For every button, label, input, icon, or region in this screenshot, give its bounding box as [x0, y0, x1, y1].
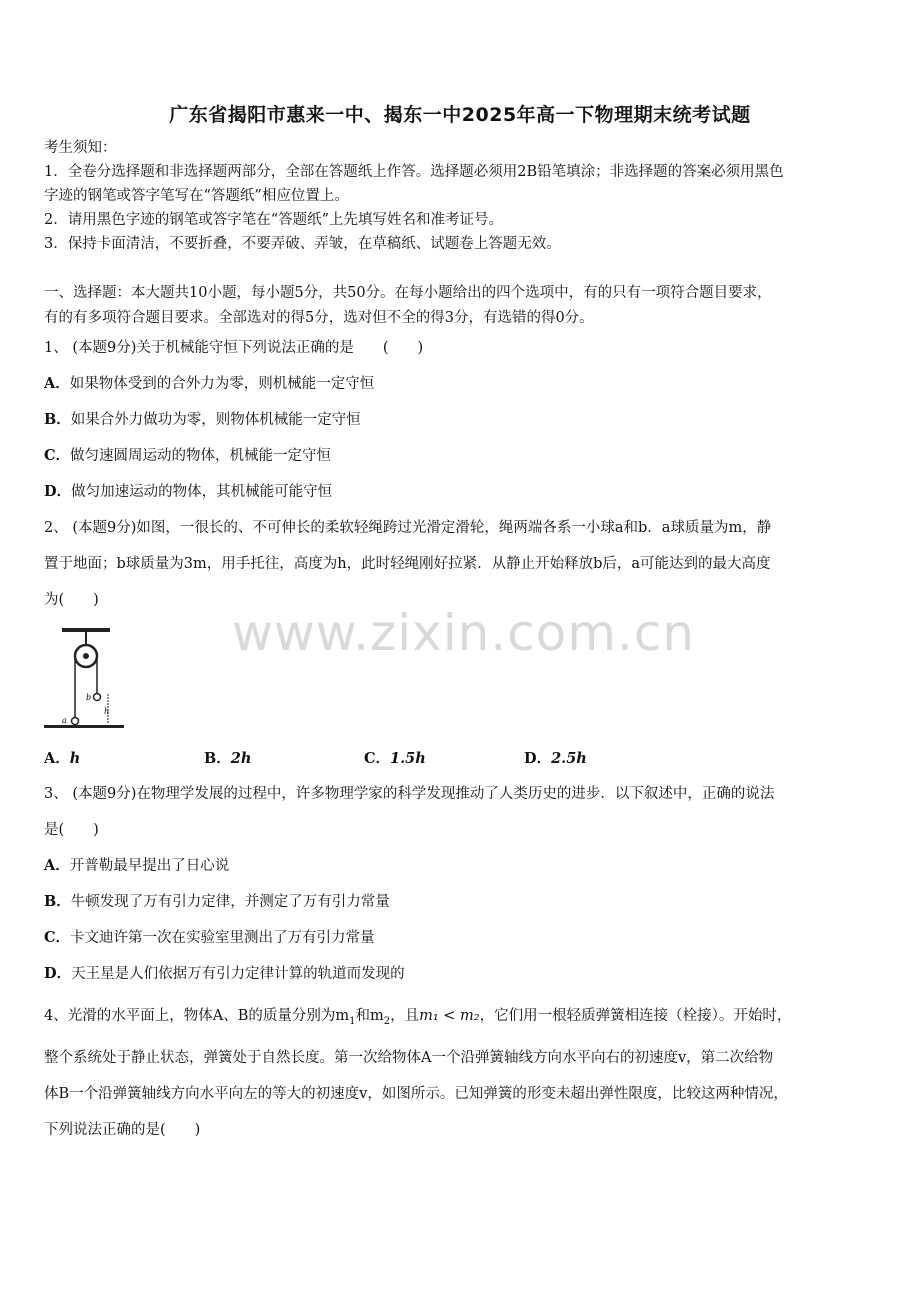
notice-item-3: 3．保持卡面清洁，不要折叠，不要弄破、弄皱，在草稿纸、试题卷上答题无效。	[44, 236, 561, 252]
watermark: www.zixin.com.cn	[232, 604, 696, 662]
option-label: B．	[44, 411, 71, 428]
q4-stem-line-2: 整个系统处于静止状态，弹簧处于自然长度。第一次给物体A一个沿弹簧轴线方向水平向右的初速度v，第二次给物	[44, 1050, 774, 1066]
option-text: 天王星是人们依据万有引力定律计算的轨道而发现的	[71, 966, 405, 982]
mass-inequality: m₁ < m₂	[419, 1008, 480, 1024]
ground	[44, 725, 124, 728]
q4-stem-line-1	[44, 1006, 884, 1032]
q4-text-c: ，且	[390, 1008, 420, 1024]
ceiling-bar	[62, 628, 110, 632]
q2-stem-line-2: 置于地面；b球质量为3m，用手托往，高度为h，此时轻绳刚好拉紧．从静止开始释放b后，a可能达到的最大高度	[44, 556, 771, 572]
option-label: D．	[524, 750, 552, 767]
q3-option-a	[44, 856, 884, 876]
option-label: B．	[204, 750, 231, 767]
section-header-line-2: 有的有多项符合题目要求。全部选对的得5分，选对但不全的得3分，有选错的得0分。	[44, 310, 594, 326]
q1-option-c	[44, 446, 884, 466]
ball-b	[94, 694, 101, 701]
subscript-1: 1	[349, 1015, 356, 1027]
option-label: B．	[44, 893, 71, 910]
q1-stem: 1、 (本题9分)关于机械能守恒下列说法正确的是 ( )	[44, 340, 424, 356]
q2-choice-d	[524, 747, 587, 768]
q3-option-d	[44, 964, 884, 984]
ball-a	[72, 718, 79, 725]
subscript-2: 2	[383, 1015, 391, 1027]
q3-option-b	[44, 892, 884, 912]
option-label: D．	[44, 483, 72, 500]
pulley-axle	[83, 653, 89, 659]
option-text: 卡文迪许第一次在实验室里测出了万有引力常量	[70, 930, 375, 946]
q3-stem-line-1: 3、 (本题9分)在物理学发展的过程中，许多物理学家的科学发现推动了人类历史的进步．以下叙述中，正确的说法	[44, 786, 775, 802]
q2-choice-b	[204, 747, 251, 768]
option-text: 做匀加速运动的物体，其机械能可能守恒	[71, 484, 333, 500]
option-label: C．	[364, 750, 391, 767]
q1-option-b	[44, 410, 884, 430]
q4-stem-line-4: 下列说法正确的是( )	[44, 1122, 201, 1138]
q3-stem-line-2: 是( )	[44, 822, 99, 838]
q1-option-a	[44, 374, 884, 394]
q4-stem-line-3: 体B一个沿弹簧轴线方向水平向左的等大的初速度v，如图所示。已知弹簧的形变未超出弹性限度，比较这两种情况，	[44, 1086, 788, 1102]
option-value: 2h	[230, 750, 252, 767]
page-title: 广东省揭阳市惠来一中、揭东一中2025年高一下物理期末统考试题	[169, 104, 751, 126]
option-text: 牛顿发现了万有引力定律，并测定了万有引力常量	[70, 894, 390, 910]
q1-option-d	[44, 482, 884, 502]
option-value: 1.5h	[390, 750, 426, 767]
option-label: C．	[44, 447, 71, 464]
notice-item-1: 1．全卷分选择题和非选择题两部分，全部在答题纸上作答。选择题必须用2B铅笔填涂；非选择题的答案必须用黑色	[44, 164, 784, 180]
pulley-figure	[42, 624, 128, 732]
option-text: 开普勒最早提出了日心说	[69, 858, 230, 874]
q4-text-d: ，它们用一根轻质弹簧相连接（栓接）。开始时，	[479, 1008, 792, 1024]
option-label: A．	[44, 375, 70, 392]
option-label: C．	[44, 929, 71, 946]
option-text: 如果合外力做功为零，则物体机械能一定守恒	[70, 412, 361, 428]
q2-choice-a	[44, 747, 80, 768]
option-text: 如果物体受到的合外力为零，则机械能一定守恒	[69, 376, 375, 392]
q3-option-c	[44, 928, 884, 948]
section-header-line-1: 一、选择题：本大题共10小题，每小题5分，共50分。在每小题给出的四个选项中，有的只有一项符合题目要求，	[44, 285, 772, 301]
option-label: D．	[44, 965, 72, 982]
q2-stem-line-1: 2、 (本题9分)如图，一很长的、不可伸长的柔软轻绳跨过光滑定滑轮，绳两端各系一小球a和b．a球质量为m，静	[44, 520, 772, 536]
q2-stem-line-3: 为( )	[44, 592, 99, 608]
notice-item-2: 2．请用黑色字迹的钢笔或答字笔在“答题纸”上先填写姓名和准考证号。	[44, 212, 504, 228]
option-text: 做匀速圆周运动的物体，机械能一定守恒	[70, 448, 332, 464]
option-value: h	[69, 750, 81, 767]
q2-choice-c	[364, 747, 426, 768]
option-label: A．	[44, 750, 70, 767]
option-label: A．	[44, 857, 70, 874]
q4-text-a: 4、光滑的水平面上，物体A、B的质量分别为m	[44, 1008, 350, 1024]
q4-text-b: 和m	[355, 1008, 384, 1024]
notice-item-1-cont: 字迹的钢笔或答字笔写在“答题纸”相应位置上。	[44, 188, 349, 204]
label-b: b	[86, 693, 92, 702]
notice-heading: 考生须知：	[44, 140, 117, 156]
label-h: h	[104, 707, 110, 716]
label-a: a	[62, 716, 67, 725]
option-value: 2.5h	[551, 750, 587, 767]
